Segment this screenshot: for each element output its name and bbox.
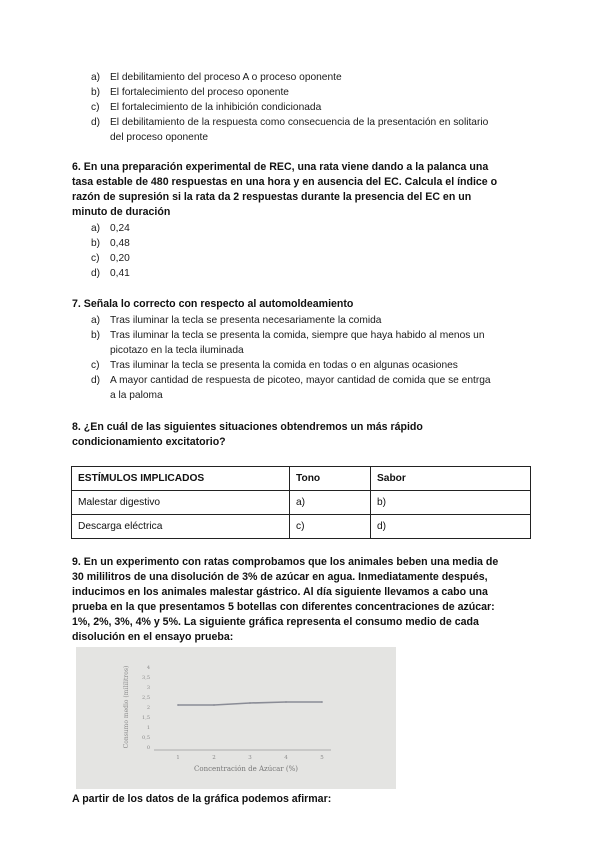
option-text-line: A mayor cantidad de respuesta de picoteo, mayor cantidad de comida que se entrga bbox=[110, 375, 491, 386]
stimuli-table bbox=[71, 466, 531, 539]
option-text-line: El debilitamiento del proceso A o proceso oponente bbox=[110, 72, 342, 83]
option-item bbox=[91, 236, 541, 251]
option-letter: b) bbox=[91, 238, 101, 249]
table-header-tone: Tono bbox=[290, 467, 371, 491]
table-cell: b) bbox=[371, 491, 531, 515]
option-text-line: Tras iluminar la tecla se presenta la comida, siempre que haya habido al menos un bbox=[110, 330, 485, 341]
option-letter: d) bbox=[91, 268, 101, 279]
x-tick-label: 4 bbox=[284, 755, 288, 761]
x-tick-label: 2 bbox=[212, 755, 216, 761]
option-letter: d) bbox=[91, 375, 101, 386]
option-text-line: 0,48 bbox=[110, 238, 130, 249]
option-item bbox=[91, 266, 541, 281]
text-line: 8. ¿En cuál de las siguientes situaciones obtendremos un más rápido bbox=[72, 421, 423, 433]
option-letter: c) bbox=[91, 360, 100, 371]
option-item bbox=[91, 221, 541, 236]
table-header-stimuli: ESTÍMULOS IMPLICADOS bbox=[72, 467, 290, 491]
y-tick-label: 1 bbox=[146, 725, 150, 731]
option-letter: a) bbox=[91, 72, 101, 83]
option-text bbox=[110, 313, 381, 328]
option-item bbox=[91, 373, 541, 403]
option-item bbox=[91, 358, 541, 373]
text-line: condicionamiento excitatorio? bbox=[72, 436, 226, 448]
option-text bbox=[110, 236, 130, 251]
option-item bbox=[91, 328, 541, 358]
x-tick-label: 3 bbox=[248, 755, 252, 761]
option-text-line: 0,41 bbox=[110, 268, 130, 279]
final-prompt: A partir de los datos de la gráfica podemos afirmar: bbox=[72, 793, 332, 805]
table-header-taste: Sabor bbox=[371, 467, 531, 491]
option-text-line: picotazo en la tecla iluminada bbox=[110, 345, 244, 356]
option-text bbox=[110, 328, 485, 358]
y-tick-label: 1,5 bbox=[142, 715, 150, 721]
option-text bbox=[110, 251, 130, 266]
table-cell: Malestar digestivo bbox=[72, 491, 290, 515]
option-letter: b) bbox=[91, 330, 101, 341]
y-axis-label: Consumo medio (mililitros) bbox=[123, 665, 130, 749]
option-item bbox=[91, 115, 541, 145]
option-text-line: 0,20 bbox=[110, 253, 130, 264]
option-text bbox=[110, 70, 342, 85]
text-line: prueba en la que presentamos 5 botellas con diferentes concentraciones de azúcar: bbox=[72, 601, 495, 613]
option-letter: d) bbox=[91, 117, 101, 128]
option-item bbox=[91, 313, 541, 328]
option-text-line: Tras iluminar la tecla se presenta la comida en todas o en algunas ocasiones bbox=[110, 360, 458, 371]
option-text bbox=[110, 85, 289, 100]
option-text bbox=[110, 100, 321, 115]
question-7 bbox=[72, 297, 532, 312]
option-text bbox=[110, 115, 488, 145]
data-point bbox=[177, 704, 179, 706]
x-tick-label: 1 bbox=[176, 755, 180, 761]
text-line: inducimos en los animales malestar gástrico. Al día siguiente llevamos a cabo una bbox=[72, 586, 488, 598]
text-line: minuto de duración bbox=[72, 206, 171, 218]
text-line: 9. En un experimento con ratas comprobamos que los animales beben una media de bbox=[72, 556, 499, 568]
table-header-row bbox=[72, 467, 531, 491]
option-text-line: Tras iluminar la tecla se presenta necesariamente la comida bbox=[110, 315, 382, 326]
chart-svg bbox=[76, 647, 396, 789]
table-row bbox=[72, 515, 531, 539]
y-tick-label: 0,5 bbox=[142, 735, 150, 741]
option-item bbox=[91, 85, 541, 100]
y-tick-label: 4 bbox=[146, 665, 150, 671]
option-letter: b) bbox=[91, 87, 101, 98]
option-text bbox=[110, 221, 130, 236]
y-tick-label: 3,5 bbox=[142, 675, 150, 681]
consumption-chart bbox=[76, 647, 396, 789]
option-text-line: El fortalecimiento del proceso oponente bbox=[110, 87, 289, 98]
data-point bbox=[249, 702, 251, 704]
text-line: 7. Señala lo correcto con respecto al automoldeamiento bbox=[72, 298, 354, 310]
option-text bbox=[110, 373, 491, 403]
text-line: 1%, 2%, 3%, 4% y 5%. La siguiente gráfica representa el consumo medio de cada bbox=[72, 616, 479, 628]
text-line: disolución en el ensayo prueba: bbox=[72, 631, 234, 643]
data-point bbox=[321, 701, 323, 703]
y-tick-label: 2,5 bbox=[142, 695, 150, 701]
option-text bbox=[110, 358, 458, 373]
y-tick-label: 0 bbox=[146, 745, 150, 751]
option-text-line: El debilitamiento de la respuesta como consecuencia de la presentación en solitario bbox=[110, 117, 489, 128]
y-tick-label: 2 bbox=[146, 705, 150, 711]
question-6 bbox=[72, 160, 532, 220]
option-letter: a) bbox=[91, 315, 101, 326]
text-line: 6. En una preparación experimental de REC, una rata viene dando a la palanca una bbox=[72, 161, 489, 173]
table-cell: a) bbox=[290, 491, 371, 515]
option-text-line: 0,24 bbox=[110, 223, 130, 234]
question-8 bbox=[72, 420, 532, 450]
option-text-line: del proceso oponente bbox=[110, 132, 208, 143]
x-tick-label: 5 bbox=[320, 755, 324, 761]
data-point bbox=[285, 701, 287, 703]
question-9 bbox=[72, 555, 532, 645]
table-cell: d) bbox=[371, 515, 531, 539]
x-axis-label: Concentración de Azúcar (%) bbox=[194, 765, 298, 773]
option-letter: c) bbox=[91, 253, 100, 264]
option-item bbox=[91, 70, 541, 85]
option-text-line: El fortalecimiento de la inhibición condicionada bbox=[110, 102, 322, 113]
option-text bbox=[110, 266, 130, 281]
y-tick-label: 3 bbox=[146, 685, 150, 691]
option-item bbox=[91, 100, 541, 115]
data-point bbox=[213, 704, 215, 706]
option-letter: a) bbox=[91, 223, 101, 234]
text-line: tasa estable de 480 respuestas en una hora y en ausencia del EC. Calcula el índice o bbox=[72, 176, 498, 188]
option-text-line: a la paloma bbox=[110, 390, 163, 401]
table-row bbox=[72, 491, 531, 515]
table-cell: Descarga eléctrica bbox=[72, 515, 290, 539]
option-item bbox=[91, 251, 541, 266]
text-line: razón de supresión si la rata da 2 respuestas durante la presencia del EC en un bbox=[72, 191, 472, 203]
table-cell: c) bbox=[290, 515, 371, 539]
option-letter: c) bbox=[91, 102, 100, 113]
text-line: 30 mililitros de una disolución de 3% de azúcar en agua. Inmediatamente después, bbox=[72, 571, 488, 583]
